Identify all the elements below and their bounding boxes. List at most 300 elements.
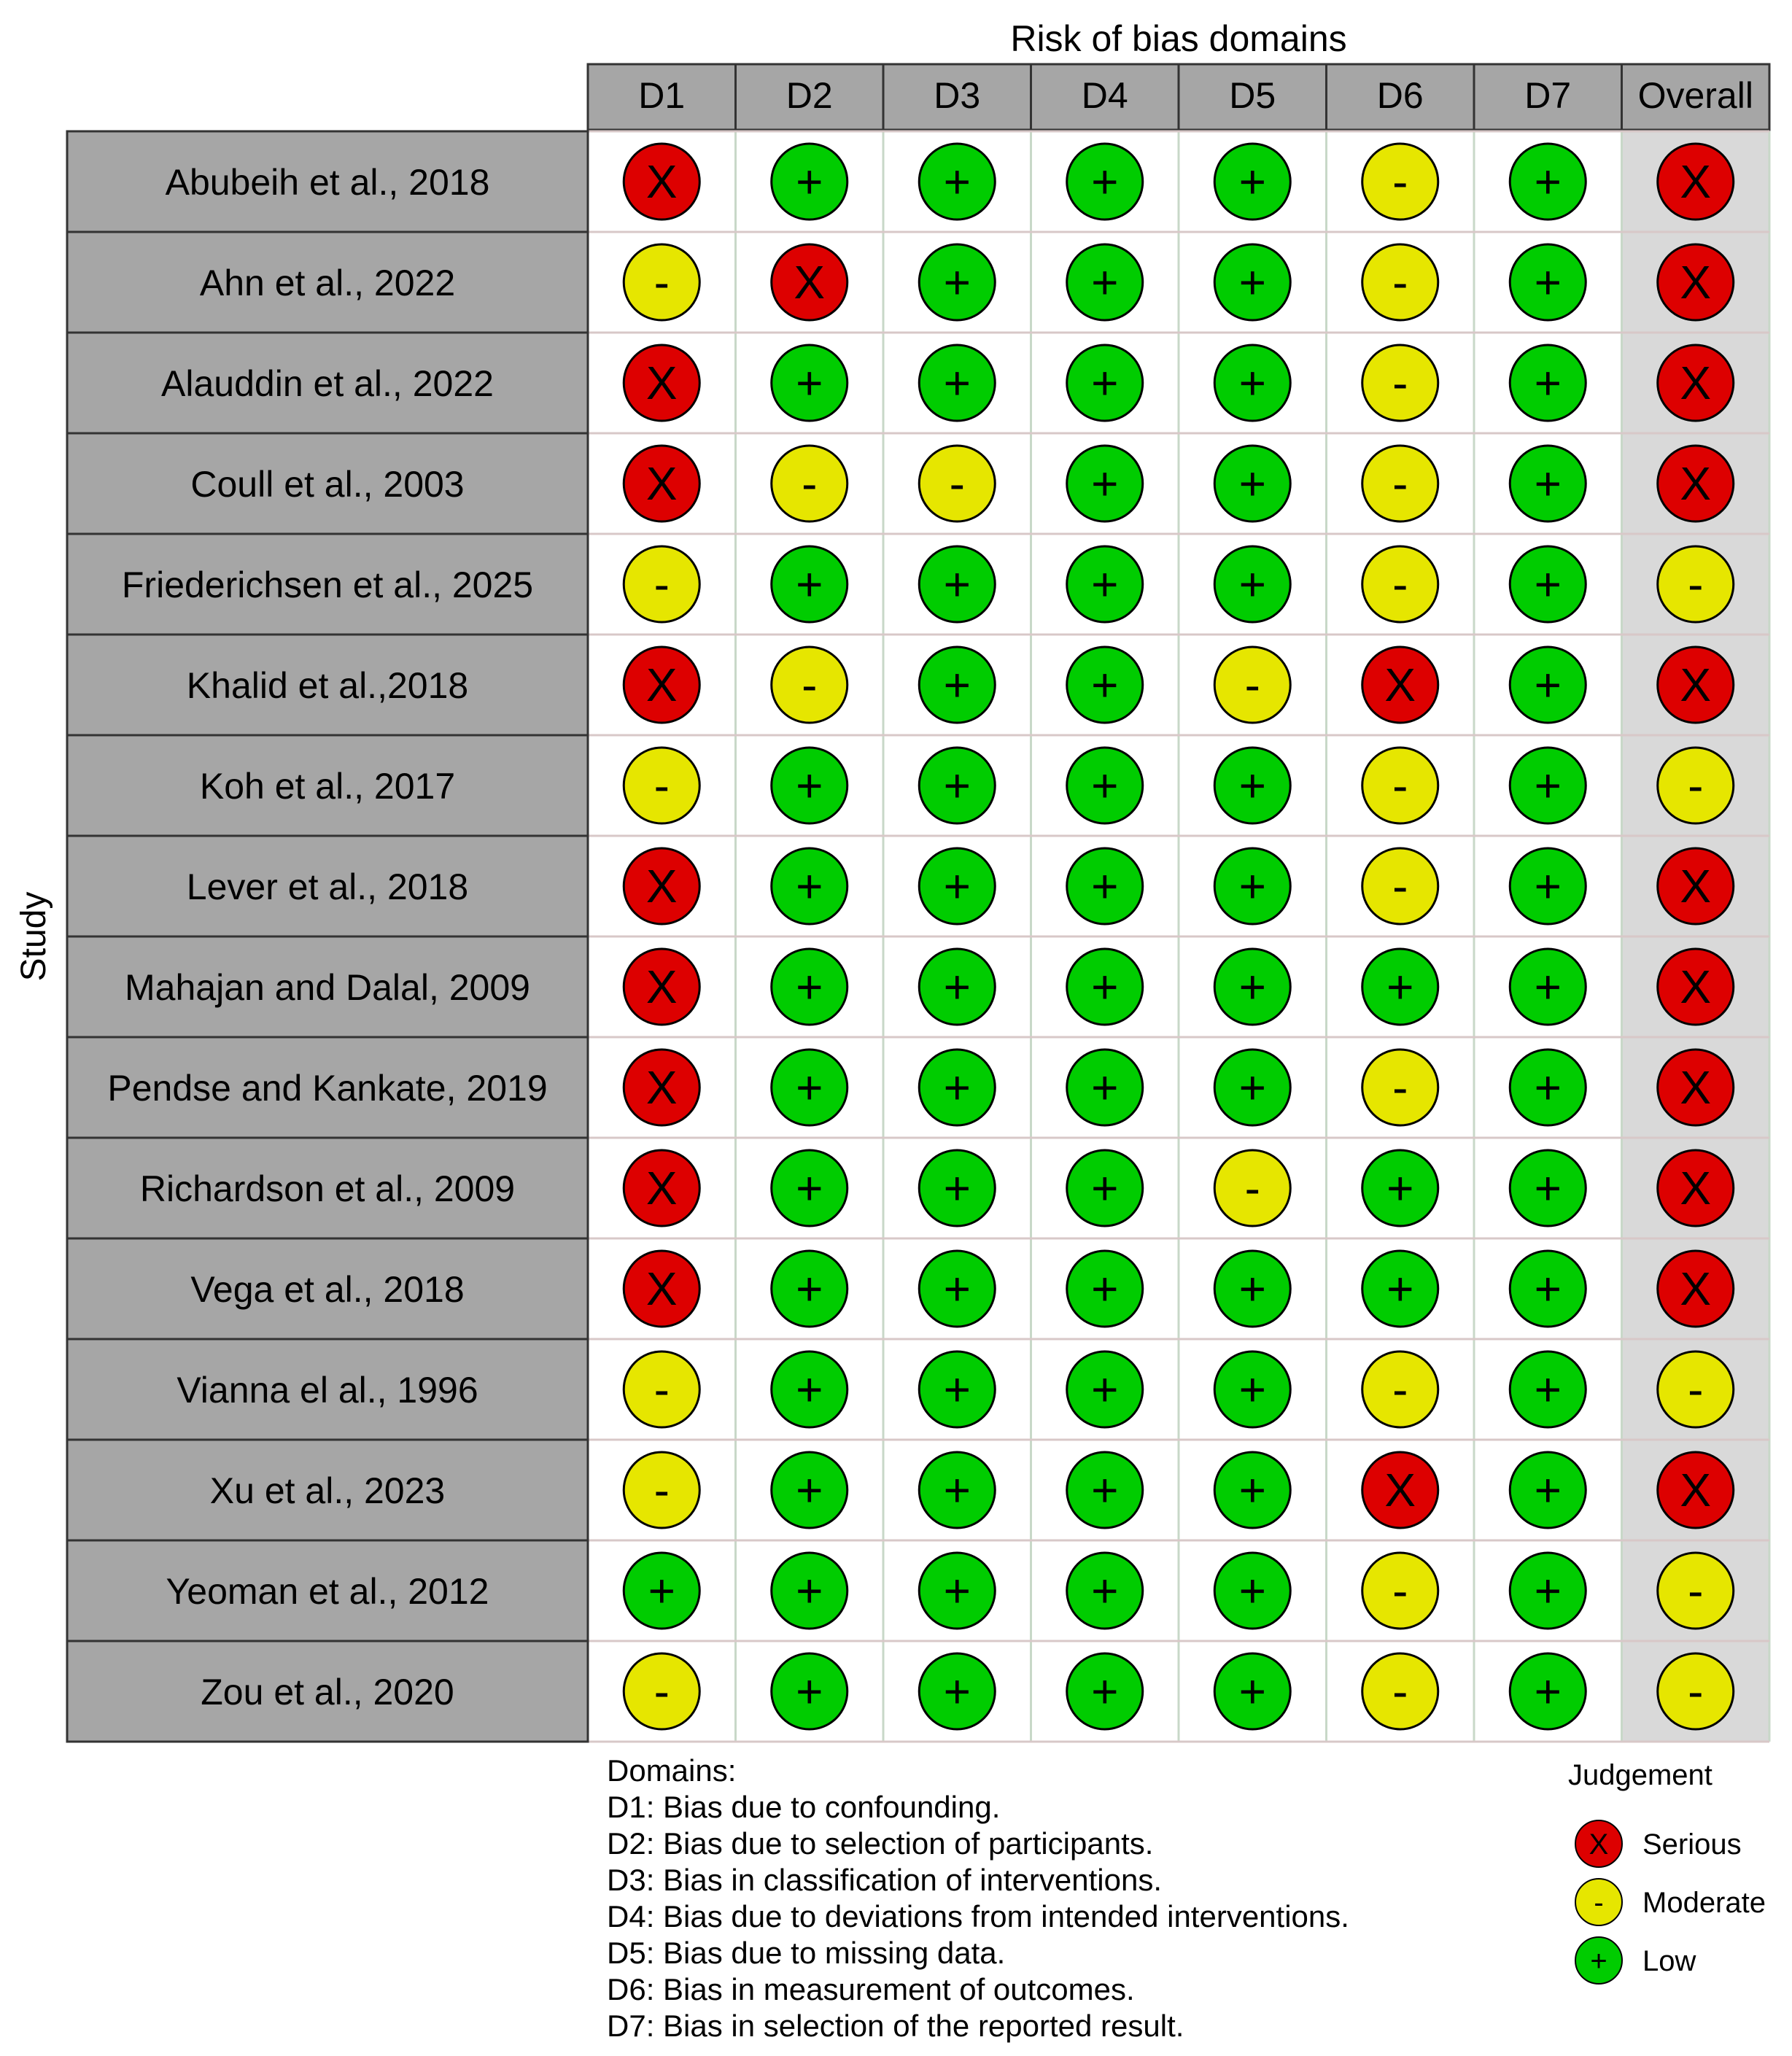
judgement-symbol: X	[1384, 659, 1416, 711]
judgement-symbol: -	[1392, 457, 1408, 510]
study-label: Alauddin et al., 2022	[161, 363, 494, 404]
column-header-label: D5	[1229, 75, 1276, 116]
judgement-symbol: +	[943, 1464, 971, 1516]
domain-description: D4: Bias due to deviations from intended interventions.	[607, 1899, 1349, 1933]
judgement-mark-low	[1510, 1553, 1586, 1629]
judgement-mark-moderate	[1362, 848, 1438, 924]
judgement-mark-low	[1362, 1150, 1438, 1226]
judgement-symbol: X	[1680, 357, 1712, 409]
study-label: Xu et al., 2023	[209, 1470, 446, 1511]
judgement-symbol: +	[1534, 1363, 1562, 1416]
judgement-mark-low	[772, 1050, 847, 1125]
judgement-symbol: +	[1238, 1464, 1266, 1516]
judgement-symbol: +	[1534, 1665, 1562, 1718]
judgement-mark-low	[772, 1251, 847, 1327]
judgement-symbol: -	[1392, 155, 1408, 208]
judgement-mark-low	[1510, 1150, 1586, 1226]
judgement-mark-low	[772, 1653, 847, 1729]
judgement-symbol: X	[1680, 1464, 1712, 1516]
judgement-symbol: -	[1392, 1665, 1408, 1718]
judgement-mark-low	[772, 748, 847, 823]
judgement-symbol: X	[645, 155, 678, 208]
judgement-symbol: +	[943, 357, 971, 409]
legend-symbol: +	[1590, 1945, 1607, 1977]
judgement-mark-low	[1510, 546, 1586, 622]
judgement-symbol: X	[1680, 860, 1712, 912]
judgement-symbol: +	[1091, 1262, 1119, 1315]
judgement-mark-low	[919, 345, 995, 421]
judgement-mark-moderate	[624, 1653, 699, 1729]
judgement-mark-low	[919, 647, 995, 723]
judgement-mark-serious	[1362, 1452, 1438, 1528]
judgement-mark-low	[1510, 144, 1586, 220]
judgement-mark-moderate	[1658, 748, 1734, 823]
judgement-symbol: -	[1688, 759, 1704, 812]
judgement-symbol: -	[802, 659, 818, 711]
judgement-symbol: +	[1091, 1564, 1119, 1617]
judgement-symbol: X	[1680, 256, 1712, 309]
judgement-mark-low	[1510, 1452, 1586, 1528]
judgement-mark-low	[919, 244, 995, 320]
legend-layer	[607, 1753, 1766, 2043]
judgement-symbol: +	[943, 1363, 971, 1416]
judgement-mark-low	[1214, 1251, 1290, 1327]
judgement-mark-low	[919, 1452, 995, 1528]
judgement-mark-moderate	[1362, 1050, 1438, 1125]
judgement-mark-moderate	[624, 1452, 699, 1528]
study-label: Pendse and Kankate, 2019	[107, 1068, 548, 1109]
judgement-symbol: +	[1534, 1262, 1562, 1315]
domain-description: D1: Bias due to confounding.	[607, 1790, 1001, 1824]
judgement-symbol: +	[1091, 659, 1119, 711]
judgement-mark-low	[1067, 144, 1143, 220]
judgement-mark-moderate	[1362, 144, 1438, 220]
judgement-symbol: +	[796, 860, 823, 912]
judgement-mark-moderate	[1362, 748, 1438, 823]
judgement-mark-serious	[624, 647, 699, 723]
judgement-symbol: -	[1392, 1061, 1408, 1114]
judgement-symbol: +	[1534, 1061, 1562, 1114]
domain-description: D7: Bias in selection of the reported result.	[607, 2009, 1184, 2043]
study-label: Yeoman et al., 2012	[166, 1571, 489, 1612]
judgement-symbol: -	[1392, 1363, 1408, 1416]
judgement-mark-low	[1510, 345, 1586, 421]
judgement-symbol: +	[1091, 155, 1119, 208]
judgement-mark-serious	[1658, 1050, 1734, 1125]
judgement-symbol: +	[1238, 357, 1266, 409]
judgement-mark-moderate	[1362, 446, 1438, 521]
judgement-mark-serious	[624, 144, 699, 220]
judgement-symbol: -	[1688, 558, 1704, 610]
judgement-mark-low	[1214, 1553, 1290, 1629]
column-header-label: D3	[934, 75, 981, 116]
judgement-mark-serious	[624, 848, 699, 924]
judgement-mark-serious	[1658, 345, 1734, 421]
domain-description: D6: Bias in measurement of outcomes.	[607, 1972, 1135, 2006]
judgement-mark-serious	[772, 244, 847, 320]
study-label: Zou et al., 2020	[201, 1672, 454, 1712]
study-label: Richardson et al., 2009	[139, 1168, 516, 1209]
judgement-symbol: +	[796, 1262, 823, 1315]
judgement-symbol: +	[1238, 1665, 1266, 1718]
judgement-symbol: +	[1091, 558, 1119, 610]
judgement-symbol: -	[1688, 1363, 1704, 1416]
judgement-symbol: +	[1534, 256, 1562, 309]
legend-symbol: X	[1589, 1828, 1609, 1861]
judgement-mark-serious	[1658, 1251, 1734, 1327]
judgement-symbol: X	[645, 1061, 678, 1114]
judgement-symbol: X	[645, 1162, 678, 1214]
judgement-symbol: X	[1680, 155, 1712, 208]
judgement-mark-serious	[1658, 244, 1734, 320]
judgement-symbol: +	[1534, 357, 1562, 409]
judgement-mark-low	[1067, 446, 1143, 521]
judgement-mark-serious	[1658, 647, 1734, 723]
judgement-symbol: -	[1392, 558, 1408, 610]
judgement-mark-low	[1214, 748, 1290, 823]
judgement-mark-low	[1362, 1251, 1438, 1327]
judgement-mark-low	[1067, 546, 1143, 622]
judgement-mark-low	[772, 1150, 847, 1226]
legend-label: Moderate	[1642, 1887, 1766, 1919]
judgement-symbol: +	[1091, 1162, 1119, 1214]
judgement-mark-serious	[1658, 1150, 1734, 1226]
judgement-symbol: +	[1091, 1464, 1119, 1516]
judgement-symbol: +	[1091, 1061, 1119, 1114]
judgement-mark-moderate	[624, 546, 699, 622]
judgement-mark-moderate	[624, 1351, 699, 1427]
judgement-mark-low	[919, 848, 995, 924]
judgement-mark-serious	[1658, 1452, 1734, 1528]
judgement-mark-low	[1067, 748, 1143, 823]
judgement-symbol: +	[1534, 155, 1562, 208]
judgement-symbol: -	[653, 558, 670, 610]
judgement-symbol: +	[1091, 1665, 1119, 1718]
judgement-mark-serious	[1658, 144, 1734, 220]
judgement-symbol: X	[645, 457, 678, 510]
judgement-symbol: +	[796, 1162, 823, 1214]
judgement-mark-low	[772, 1351, 847, 1427]
judgement-symbol: +	[943, 1665, 971, 1718]
legend-item-low	[1575, 1937, 1696, 1984]
judgement-symbol: +	[796, 759, 823, 812]
judgement-mark-low	[1214, 949, 1290, 1025]
judgement-mark-moderate	[1214, 1150, 1290, 1226]
judgement-symbol: X	[1680, 659, 1712, 711]
judgement-mark-moderate	[1362, 244, 1438, 320]
judgement-symbol: X	[1680, 1262, 1712, 1315]
judgement-symbol: +	[1238, 1363, 1266, 1416]
judgement-mark-moderate	[772, 446, 847, 521]
judgement-symbol: X	[645, 860, 678, 912]
judgement-symbol: +	[1238, 961, 1266, 1013]
study-label: Lever et al., 2018	[186, 866, 469, 907]
judgement-mark-low	[1510, 244, 1586, 320]
judgement-mark-low	[1214, 244, 1290, 320]
judgement-symbol: +	[796, 1464, 823, 1516]
judgement-mark-low	[772, 949, 847, 1025]
judgement-symbol: +	[1534, 961, 1562, 1013]
judgement-mark-serious	[624, 345, 699, 421]
judgement-symbol: +	[1091, 1363, 1119, 1416]
judgement-symbol: -	[1244, 1162, 1260, 1214]
judgement-symbol: +	[943, 155, 971, 208]
judgement-symbol: +	[1238, 558, 1266, 610]
column-header-label: D2	[786, 75, 833, 116]
study-label: Vega et al., 2018	[190, 1269, 465, 1310]
judgement-symbol: X	[645, 961, 678, 1013]
judgement-mark-low	[919, 748, 995, 823]
judgement-symbol: +	[943, 1262, 971, 1315]
judgement-mark-moderate	[1658, 1351, 1734, 1427]
judgement-symbol: +	[796, 357, 823, 409]
judgement-symbol: +	[1238, 860, 1266, 912]
judgement-mark-low	[772, 1553, 847, 1629]
judgement-symbol: X	[1680, 1162, 1712, 1214]
judgement-mark-moderate	[1362, 1553, 1438, 1629]
judgement-symbol: -	[1392, 860, 1408, 912]
judgement-symbol: +	[943, 256, 971, 309]
judgement-mark-moderate	[1658, 1653, 1734, 1729]
judgement-mark-low	[1510, 748, 1586, 823]
judgement-mark-low	[1067, 1553, 1143, 1629]
judgement-mark-serious	[624, 1251, 699, 1327]
study-label: Abubeih et al., 2018	[165, 162, 490, 203]
judgement-symbol: +	[943, 659, 971, 711]
judgement-mark-low	[772, 1452, 847, 1528]
judgement-mark-low	[1510, 647, 1586, 723]
judgement-symbol: -	[653, 759, 670, 812]
judgement-mark-low	[1510, 1653, 1586, 1729]
domain-description: D5: Bias due to missing data.	[607, 1936, 1006, 1970]
domains-title: Domains:	[607, 1753, 737, 1788]
study-label: Mahajan and Dalal, 2009	[125, 967, 530, 1008]
judgement-symbol: +	[1238, 155, 1266, 208]
judgement-symbol: -	[1392, 1564, 1408, 1617]
judgement-mark-low	[1214, 1653, 1290, 1729]
judgement-symbol: +	[1534, 457, 1562, 510]
chart-title: Risk of bias domains	[1010, 18, 1347, 59]
judgement-mark-serious	[624, 446, 699, 521]
judgement-symbol: X	[645, 357, 678, 409]
judgement-symbol: +	[943, 1061, 971, 1114]
judgement-mark-low	[772, 144, 847, 220]
judgement-mark-low	[1510, 1050, 1586, 1125]
judgement-symbol: +	[943, 1564, 971, 1617]
judgement-symbol: -	[1688, 1564, 1704, 1617]
judgement-mark-low	[624, 1553, 699, 1629]
judgement-symbol: +	[1238, 1061, 1266, 1114]
legend-symbol: -	[1594, 1887, 1604, 1919]
judgement-mark-low	[1510, 1351, 1586, 1427]
domain-description: D2: Bias due to selection of participants.	[607, 1826, 1154, 1861]
judgement-symbol: -	[1244, 659, 1260, 711]
legend-title: Judgement	[1568, 1759, 1713, 1791]
judgement-mark-low	[1510, 446, 1586, 521]
judgement-mark-low	[919, 144, 995, 220]
judgement-mark-low	[1214, 345, 1290, 421]
y-axis-label: Study	[15, 891, 53, 982]
judgement-mark-low	[1214, 1452, 1290, 1528]
judgement-symbol: -	[1392, 256, 1408, 309]
study-label: Ahn et al., 2022	[199, 263, 456, 303]
study-label: Friederichsen et al., 2025	[121, 565, 534, 605]
judgement-symbol: +	[796, 1665, 823, 1718]
judgement-mark-low	[919, 1050, 995, 1125]
judgement-symbol: -	[653, 1464, 670, 1516]
judgement-symbol: -	[653, 1665, 670, 1718]
judgement-mark-serious	[1362, 647, 1438, 723]
judgement-mark-low	[1214, 848, 1290, 924]
legend-item-serious	[1575, 1820, 1742, 1867]
judgement-mark-moderate	[1658, 546, 1734, 622]
judgement-symbol: +	[1091, 759, 1119, 812]
judgement-symbol: +	[943, 1162, 971, 1214]
judgement-symbol: X	[1680, 1061, 1712, 1114]
judgement-symbol: -	[653, 256, 670, 309]
judgement-mark-low	[772, 546, 847, 622]
judgement-mark-serious	[624, 949, 699, 1025]
judgement-symbol: -	[1392, 759, 1408, 812]
judgement-mark-low	[1067, 848, 1143, 924]
judgement-symbol: +	[1534, 1564, 1562, 1617]
judgement-mark-moderate	[1362, 1351, 1438, 1427]
judgement-symbol: +	[796, 1061, 823, 1114]
judgement-mark-low	[1067, 949, 1143, 1025]
study-label: Khalid et al.,2018	[186, 665, 469, 706]
judgement-mark-serious	[1658, 848, 1734, 924]
legend-item-moderate	[1575, 1879, 1766, 1925]
judgement-mark-low	[1067, 244, 1143, 320]
judgement-symbol: +	[943, 558, 971, 610]
column-header-label: Overall	[1637, 75, 1753, 116]
judgement-symbol: +	[796, 961, 823, 1013]
domain-description: D3: Bias in classification of interventions.	[607, 1863, 1163, 1897]
judgement-mark-serious	[624, 1150, 699, 1226]
judgement-mark-low	[1067, 1150, 1143, 1226]
judgement-symbol: +	[1238, 457, 1266, 510]
judgement-symbol: +	[1386, 961, 1414, 1013]
judgement-mark-low	[1067, 1351, 1143, 1427]
judgement-mark-low	[1214, 1351, 1290, 1427]
judgement-mark-moderate	[772, 647, 847, 723]
judgement-symbol: +	[1534, 659, 1562, 711]
judgement-mark-serious	[624, 1050, 699, 1125]
judgement-mark-moderate	[1362, 1653, 1438, 1729]
judgement-mark-low	[1067, 1251, 1143, 1327]
judgement-symbol: +	[1238, 1262, 1266, 1315]
judgement-symbol: +	[1386, 1162, 1414, 1214]
column-header-label: D4	[1081, 75, 1128, 116]
judgement-mark-low	[919, 1251, 995, 1327]
judgement-symbol: +	[1238, 256, 1266, 309]
column-header-label: D1	[638, 75, 686, 116]
judgement-mark-low	[919, 949, 995, 1025]
study-label: Koh et al., 2017	[199, 766, 456, 807]
judgement-symbol: +	[648, 1564, 675, 1617]
judgement-mark-low	[919, 546, 995, 622]
judgement-symbol: -	[949, 457, 965, 510]
judgement-symbol: +	[1091, 860, 1119, 912]
judgement-symbol: +	[1091, 961, 1119, 1013]
judgement-symbol: +	[943, 759, 971, 812]
judgement-mark-low	[1214, 546, 1290, 622]
study-label: Coull et al., 2003	[190, 464, 465, 505]
judgement-mark-low	[1510, 1251, 1586, 1327]
judgement-symbol: -	[653, 1363, 670, 1416]
judgement-symbol: +	[796, 1363, 823, 1416]
judgement-symbol: +	[943, 860, 971, 912]
judgement-mark-low	[1067, 1452, 1143, 1528]
judgement-symbol: +	[1386, 1262, 1414, 1315]
judgement-mark-low	[1510, 848, 1586, 924]
judgement-mark-moderate	[1658, 1553, 1734, 1629]
judgement-mark-low	[1214, 446, 1290, 521]
judgement-symbol: -	[1688, 1665, 1704, 1718]
judgement-symbol: X	[1680, 961, 1712, 1013]
judgement-mark-low	[1067, 1653, 1143, 1729]
judgement-mark-moderate	[624, 748, 699, 823]
judgement-symbol: X	[1384, 1464, 1416, 1516]
judgement-symbol: X	[794, 256, 826, 309]
judgement-symbol: X	[645, 659, 678, 711]
judgement-symbol: +	[1534, 1464, 1562, 1516]
judgement-mark-low	[1067, 1050, 1143, 1125]
judgement-symbol: +	[796, 155, 823, 208]
judgement-symbol: +	[1534, 759, 1562, 812]
judgement-mark-low	[772, 848, 847, 924]
judgement-mark-moderate	[1362, 546, 1438, 622]
judgement-symbol: +	[1091, 256, 1119, 309]
column-header-label: D7	[1524, 75, 1572, 116]
judgement-mark-low	[919, 1653, 995, 1729]
judgement-mark-low	[1214, 144, 1290, 220]
judgement-mark-serious	[1658, 446, 1734, 521]
judgement-symbol: +	[1534, 1162, 1562, 1214]
judgement-symbol: +	[1091, 357, 1119, 409]
judgement-symbol: +	[796, 558, 823, 610]
judgement-mark-serious	[1658, 949, 1734, 1025]
judgement-mark-low	[919, 1150, 995, 1226]
legend-label: Serious	[1642, 1828, 1742, 1861]
legend-label: Low	[1642, 1945, 1696, 1977]
judgement-mark-low	[1067, 345, 1143, 421]
judgement-mark-moderate	[624, 244, 699, 320]
judgement-symbol: +	[1238, 1564, 1266, 1617]
judgement-symbol: +	[1534, 860, 1562, 912]
column-header-label: D6	[1376, 75, 1424, 116]
judgement-mark-moderate	[919, 446, 995, 521]
judgement-symbol: +	[1238, 759, 1266, 812]
judgement-symbol: +	[1534, 558, 1562, 610]
judgement-mark-low	[772, 345, 847, 421]
judgement-symbol: X	[645, 1262, 678, 1315]
judgement-mark-low	[919, 1553, 995, 1629]
judgement-symbol: +	[943, 961, 971, 1013]
judgement-symbol: -	[1392, 357, 1408, 409]
judgement-mark-low	[1067, 647, 1143, 723]
judgement-mark-low	[1214, 1050, 1290, 1125]
judgement-mark-moderate	[1214, 647, 1290, 723]
judgement-symbol: +	[796, 1564, 823, 1617]
judgement-mark-low	[1510, 949, 1586, 1025]
judgement-mark-low	[1362, 949, 1438, 1025]
study-label: Vianna el al., 1996	[177, 1370, 478, 1411]
judgement-mark-moderate	[1362, 345, 1438, 421]
judgement-symbol: +	[1091, 457, 1119, 510]
judgement-mark-low	[919, 1351, 995, 1427]
judgement-symbol: X	[1680, 457, 1712, 510]
